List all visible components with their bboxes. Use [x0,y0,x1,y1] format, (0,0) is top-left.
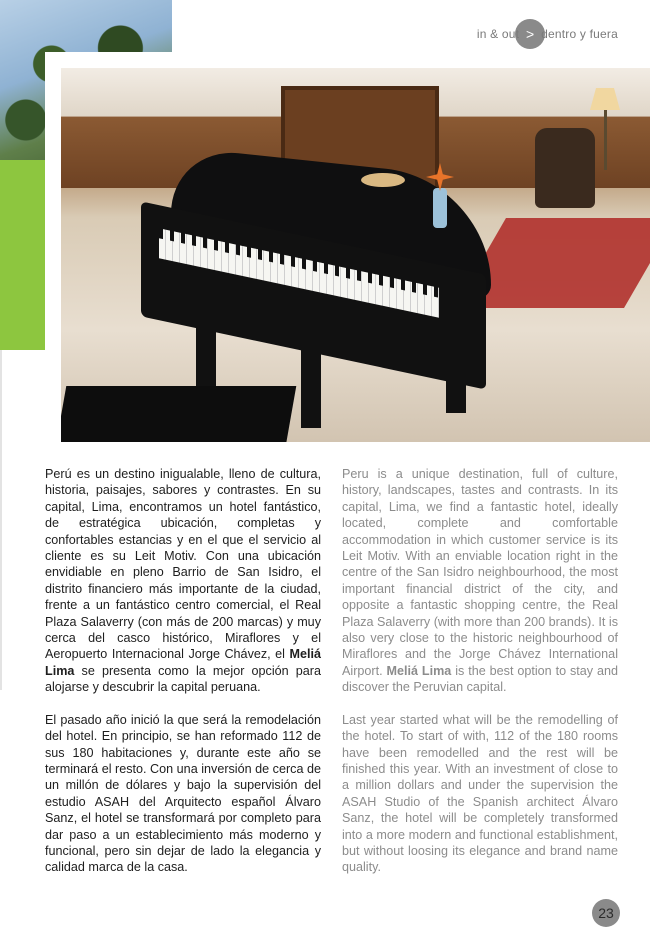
section-label-en: in & out [476,27,520,41]
piano-leg [301,338,321,428]
spanish-paragraph-2: El pasado año inició la que será la remodelación del hotel. En principio, se han reformado 112 de sus 180 habitaciones y, durante este año se terminará el resto. Con una inversión de cerca de un millón de dólares y bajo la supervisión del estudio ASAH del Arquitecto español Álvaro Sanz, el hotel se transformará por completo para dar paso a un establecimiento más moderno y funcional, pero sin dejar de lado la elegancia y calidad marca de la casa. [45,712,321,875]
decorative-bowl [361,173,405,187]
spanish-p1-text-end: se presenta como la mejor opción para alojarse y descubrir la capital peruana. [45,663,321,695]
hotel-name-es: Meliá Lima [45,647,321,678]
chevron-right-icon: > [525,26,535,42]
flower-vase [433,188,447,228]
english-p1-text: Peru is a unique destination, full of culture, history, landscapes, tastes and contrasts. In its capital, Lima, we find a fantastic hotel, ideally located, complete and comfortable accommodation in which customer service is its Leit Motiv. With an enviable location right in the centre of the San Isidro neighbourhood, the most important financial district of the city, and opposite a fantastic shopping centre, the Real Plaza Salaverry (with more than 200 brands). It is also very close to the historic neighbourhood of Miraflores and the Jorge Chávez International Airport. [342,467,618,678]
margin-rule [0,350,2,690]
piano-leg [196,313,216,393]
hotel-lobby-piano-photo [61,68,650,442]
lamp-pole [604,110,607,170]
english-paragraph-1 [342,466,618,696]
english-p1-text-end: is the best option to stay and discover the Peruvian capital. [342,663,619,695]
page-number: 23 [592,899,620,927]
spanish-column [45,466,321,876]
piano-leg [446,318,466,413]
section-tag [477,24,618,44]
english-paragraph-2: Last year started what will be the remodelling of the hotel. To start of with, 112 of the 180 rooms have been remodelled and the rest will be finished this year. With an investment of close to a million dollars and under the supervision the ASAH Studio of the Spanish architect Álvaro Sanz, the hotel will be completely transformed into a more modern and functional establishment, but without loosing its elegance and brand name quality. [342,712,618,875]
piano-bench [61,386,296,442]
spanish-p1-text: Perú es un destino inigualable, lleno de cultura, historia, paisajes, sabores y contrastes. En su capital, Lima, encontramos un hotel fantástico, de estratégica ubicación, completas y confortables estancias y en el que el servicio al cliente es su Leit Motiv. Con una ubicación envidiable en pleno Barrio de San Isidro, el distrito financiero más importante de la ciudad, frente a un fantástico centro comercial, el Real Plaza Salaverry (con más de 200 marcas) y muy cerca del casco histórico, Miraflores y el Aeropuerto Internacional Jorge Chávez, el [45,467,321,662]
english-column [342,466,618,876]
accent-green-bar [0,160,45,350]
hotel-name-en: Meliá Lima [386,663,452,678]
armchair [535,128,595,208]
section-label-es: dentro y fuera [541,27,618,41]
spanish-paragraph-1 [45,466,321,696]
